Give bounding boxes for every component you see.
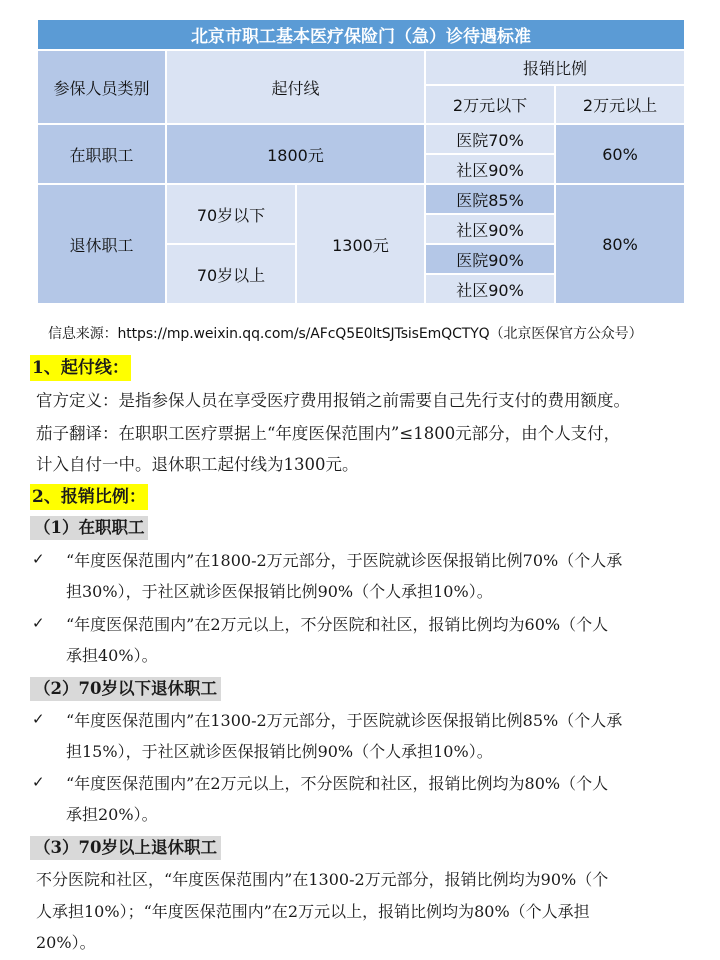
source-note: 信息来源：https://mp.weixin.qq.com/s/AFcQ5E0ltSJTsisEmQCTYQ（北京医保官方公众号） [48,326,643,342]
check-icon: ✓ [32,710,45,728]
header-ratio: 报销比例 [425,50,685,85]
retired-over70-hospital: 医院90% [425,244,555,274]
sub3-line: 不分医院和社区，“年度医保范围内”在1300-2万元部分，报销比例均为90%（个 [36,870,609,889]
check-icon: ✓ [32,773,45,791]
bullet-line: 承担40%）。 [66,646,158,665]
retired-under70-label: 70岁以下 [166,184,296,244]
bullet-line: 担15%），于社区就诊医保报销比例90%（个人承担10%）。 [66,742,493,761]
sub3-heading: （3）70岁以上退休职工 [30,836,221,860]
sub1-heading: （1）在职职工 [30,516,148,540]
check-icon: ✓ [32,614,45,632]
bullet-line: “年度医保范围内”在1800-2万元部分，于医院就诊医保报销比例70%（个人承 [66,551,623,570]
bullet-line: 担30%），于社区就诊医保报销比例90%（个人承担10%）。 [66,582,493,601]
employed-hospital-ratio: 医院70% [425,124,555,154]
bullet-line: “年度医保范围内”在1300-2万元部分，于医院就诊医保报销比例85%（个人承 [66,711,623,730]
retired-deductible: 1300元 [296,184,425,304]
retired-under70-community: 社区90% [425,214,555,244]
section2-heading: 2、报销比例： [30,484,148,510]
retired-over70-community: 社区90% [425,274,555,304]
retired-above-ratio: 80% [555,184,685,304]
bullet-line: 承担20%）。 [66,805,158,824]
table-title: 北京市职工基本医疗保险门（急）诊待遇标准 [37,19,685,50]
header-category: 参保人员类别 [37,50,166,124]
sub3-line: 20%）。 [36,933,96,952]
section1-line: 计入自付一中。退休职工起付线为1300元。 [36,455,359,474]
sub3-line: 人承担10%）；“年度医保范围内”在2万元以上，报销比例均为80%（个人承担 [36,902,590,921]
retired-over70-label: 70岁以上 [166,244,296,304]
check-icon: ✓ [32,550,45,568]
header-below-20k: 2万元以下 [425,85,555,124]
employed-community-ratio: 社区90% [425,154,555,184]
row-retired-label: 退休职工 [37,184,166,304]
section1-heading: 1、起付线： [30,355,131,381]
retired-under70-hospital: 医院85% [425,184,555,214]
header-deductible: 起付线 [166,50,425,124]
section1-line: 官方定义：是指参保人员在享受医疗费用报销之前需要自己先行支付的费用额度。 [36,391,630,410]
insurance-standards-table [36,18,686,305]
sub2-heading: （2）70岁以下退休职工 [30,677,221,701]
row-employed-label: 在职职工 [37,124,166,184]
section1-line: 茄子翻译：在职职工医疗票据上“年度医保范围内”≤1800元部分，由个人支付， [36,424,621,443]
employed-above-ratio: 60% [555,124,685,184]
header-above-20k: 2万元以上 [555,85,685,124]
employed-deductible: 1800元 [166,124,425,184]
bullet-line: “年度医保范围内”在2万元以上，不分医院和社区，报销比例均为80%（个人 [66,774,609,793]
bullet-line: “年度医保范围内”在2万元以上，不分医院和社区，报销比例均为60%（个人 [66,615,609,634]
